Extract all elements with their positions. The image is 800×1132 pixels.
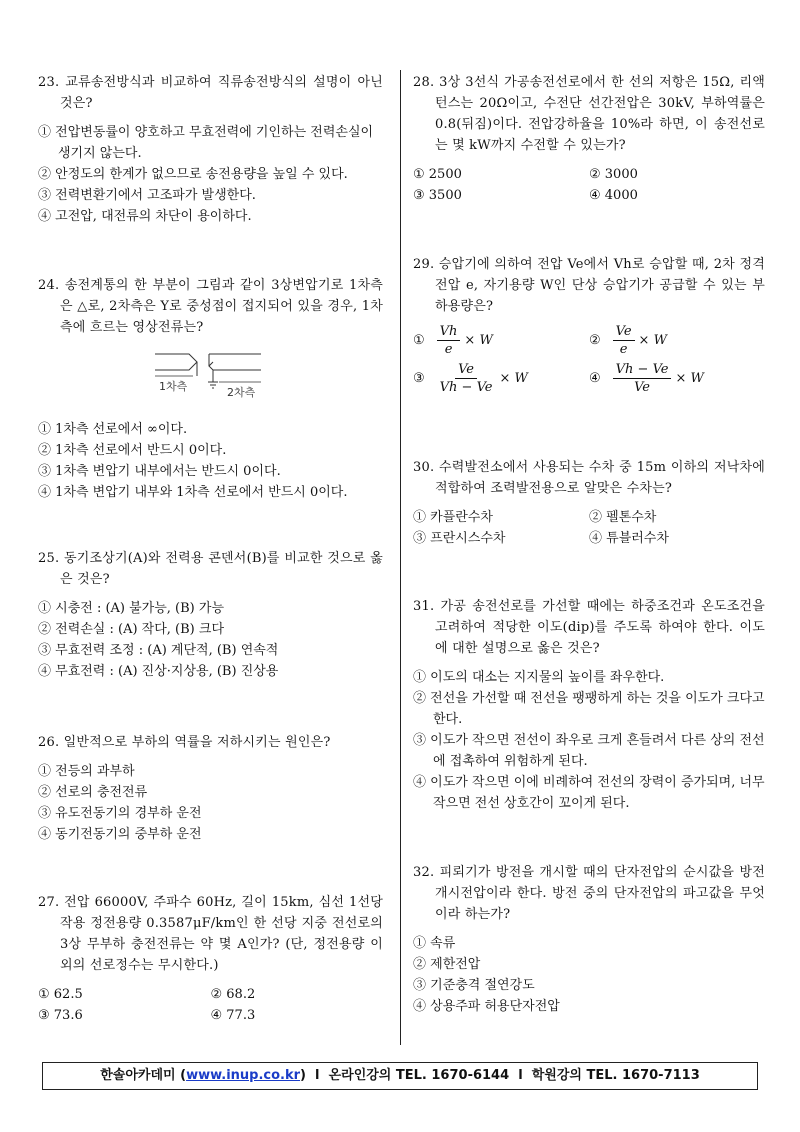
option-2: ② $\frac{Ve}{e}$ × W <box>589 323 667 357</box>
website-link[interactable]: www.inup.co.kr <box>186 1068 301 1083</box>
option-2: ② 68.2 <box>210 987 256 1002</box>
option-3: ③ 전력변환기에서 고조파가 발생한다. <box>38 188 256 203</box>
options <box>38 598 383 682</box>
column-divider <box>400 70 401 1045</box>
option-2: ② 펠톤수차 <box>589 510 657 525</box>
question-stem: 25. 동기조상기(A)와 전력용 콘덴서(B)를 비교한 것으로 옳은 것은? <box>38 551 383 587</box>
option-3: ③ 1차측 변압기 내부에서는 반드시 0이다. <box>38 464 281 479</box>
option-3: ③ 프란시스수차 <box>413 531 506 546</box>
question-stem: 26. 일반적으로 부하의 역률을 저하시키는 원인은? <box>38 735 331 750</box>
option-4: ④ 고전압, 대전류의 차단이 용이하다. <box>38 209 252 224</box>
question-24 <box>38 275 383 503</box>
question-stem: 24. 송전계통의 한 부분이 그림과 같이 3상변압기로 1차측은 △로, 2차측은 Y로 중성점이 접지되어 있을 경우, 1차측에 흐르는 영상전류는? <box>38 278 383 335</box>
option-4: ④ 튜블러수차 <box>589 531 669 546</box>
option-1: ① 시충전 : (A) 불가능, (B) 가능 <box>38 601 224 616</box>
separator: l <box>518 1068 523 1083</box>
option-1: ① 1차측 선로에서 ∞이다. <box>38 422 188 437</box>
offline-phone: 학원강의 TEL. 1670-7113 <box>531 1068 700 1083</box>
option-4: ④ 4000 <box>589 188 638 203</box>
option-4: ④ 상용주파 허용단자전압 <box>413 999 560 1014</box>
question-25 <box>38 548 383 682</box>
option-2: ② 전력손실 : (A) 작다, (B) 크다 <box>38 622 224 637</box>
option-4: ④ 동기전동기의 중부하 운전 <box>38 827 202 842</box>
option-3: ③ 이도가 작으면 전선이 좌우로 크게 흔들려서 다른 상의 전선에 접촉하여 위험하게 된다. <box>413 733 765 769</box>
option-4: ④ 이도가 작으면 이에 비례하여 전선의 장력이 증가되며, 너무 작으면 전선 상호간이 꼬이게 된다. <box>413 775 765 811</box>
fraction: $\frac{Vh - Ve}{Ve}$ <box>613 361 672 396</box>
option-1: ① 속류 <box>413 936 456 951</box>
question-stem: 27. 전압 66000V, 주파수 60Hz, 길이 15km, 심선 1선당 작용 정전용량 0.3587μF/km인 한 선당 지중 전선로의 3상 무부하 충전전류는 약 몇 A인가? (단, 정전용량 이외의 선로정수는 무시한다.) <box>38 895 383 973</box>
question-23 <box>38 72 383 227</box>
question-stem: 29. 승압기에 의하여 전압 Ve에서 Vh로 승압할 때, 2차 정격전압 e, 자기용량 W인 단상 승압기가 공급할 수 있는 부하용량은? <box>413 257 765 314</box>
question-28 <box>413 72 765 206</box>
question-stem: 28. 3상 3선식 가공송전선로에서 한 선의 저항은 15Ω, 리액턴스는 20Ω이고, 수전단 선간전압은 30kV, 부하역률은 0.8(뒤짐)이다. 전압강하율을 10%라 하면, 이 송전선로는 몇 kW까지 수전할 수 있는가? <box>413 75 765 153</box>
options <box>38 122 383 227</box>
question-stem: 32. 피뢰기가 방전을 개시할 때의 단자전압의 순시값을 방전 개시전압이라 한다. 방전 중의 단자전압의 파고값을 무엇이라 하는가? <box>413 865 765 922</box>
option-1: ① 전압변동률이 양호하고 무효전력에 기인하는 전력손실이 생기지 않는다. <box>38 125 374 161</box>
option-2: ② 제한전압 <box>413 957 481 972</box>
fraction: $\frac{Ve}{Vh - Ve}$ <box>439 361 493 395</box>
option-1: ① 카플란수차 <box>413 510 493 525</box>
secondary-side-label: 2차측 <box>227 386 256 399</box>
option-3: ③ $\frac{Ve}{Vh - Ve}$ × W <box>413 361 528 395</box>
option-2: ② 선로의 충전전류 <box>38 785 148 800</box>
option-3: ③ 무효전력 조정 : (A) 계단적, (B) 연속적 <box>38 643 279 658</box>
option-3: ③ 유도전동기의 경부하 운전 <box>38 806 202 821</box>
question-stem: 23. 교류송전방식과 비교하여 직류송전방식의 설명이 아닌 것은? <box>38 75 383 111</box>
options <box>38 419 383 503</box>
options <box>38 984 383 1026</box>
option-4: ④ 1차측 변압기 내부와 1차측 선로에서 반드시 0이다. <box>38 485 348 500</box>
question-stem: 30. 수력발전소에서 사용되는 수차 중 15m 이하의 저낙차에 적합하여 조력발전용으로 알맞은 수차는? <box>413 460 765 496</box>
question-29 <box>413 254 765 397</box>
option-3: ③ 기준충격 절연강도 <box>413 978 535 993</box>
option-2: ② 전선을 가선할 때 전선을 팽팽하게 하는 것을 이도가 크다고 한다. <box>413 691 765 727</box>
online-phone: 온라인강의 TEL. 1670-6144 <box>328 1068 510 1083</box>
option-1: ① 전등의 과부하 <box>38 764 135 779</box>
options <box>413 164 765 206</box>
question-32 <box>413 862 765 1017</box>
option-3: ③ 3500 <box>413 188 462 203</box>
option-2: ② 안정도의 한계가 없으므로 송전용량을 높일 수 있다. <box>38 167 348 182</box>
option-2: ② 3000 <box>589 167 638 182</box>
academy-name: 한솔아카데미 <box>100 1068 176 1083</box>
option-1: ① 이도의 대소는 지지물의 높이를 좌우한다. <box>413 670 665 685</box>
option-1: ① 2500 <box>413 167 462 182</box>
option-3: ③ 73.6 <box>38 1008 83 1023</box>
primary-side-label: 1차측 <box>159 380 188 393</box>
options <box>413 321 765 397</box>
options <box>413 667 765 814</box>
options <box>413 507 765 549</box>
option-4: ④ 77.3 <box>210 1008 256 1023</box>
footer-banner: 한솔아카데미 (www.inup.co.kr) l 온라인강의 TEL. 1670-6144 l 학원강의 TEL. 1670-7113 <box>42 1062 758 1090</box>
separator: l <box>315 1068 320 1083</box>
question-26 <box>38 732 383 845</box>
question-27 <box>38 892 383 1026</box>
option-1: ① $\frac{Vh}{e}$ × W <box>413 323 493 357</box>
question-31 <box>413 596 765 814</box>
option-2: ② 1차측 선로에서 반드시 0이다. <box>38 443 227 458</box>
fraction: $\frac{Vh}{e}$ <box>437 323 461 358</box>
fraction: $\frac{Ve}{e}$ <box>613 323 635 358</box>
options <box>38 761 383 845</box>
option-1: ① 62.5 <box>38 987 83 1002</box>
option-4: ④ 무효전력 : (A) 진상·지상용, (B) 진상용 <box>38 664 279 679</box>
options <box>413 933 765 1017</box>
option-4: ④ $\frac{Vh - Ve}{Ve}$ × W <box>589 361 704 395</box>
question-stem: 31. 가공 송전선로를 가선할 때에는 하중조건과 온도조건을 고려하여 적당한 이도(dip)를 주도록 하여야 한다. 이도에 대한 설명으로 옳은 것은? <box>413 599 765 656</box>
transformer-diagram <box>153 346 273 400</box>
question-30 <box>413 457 765 549</box>
